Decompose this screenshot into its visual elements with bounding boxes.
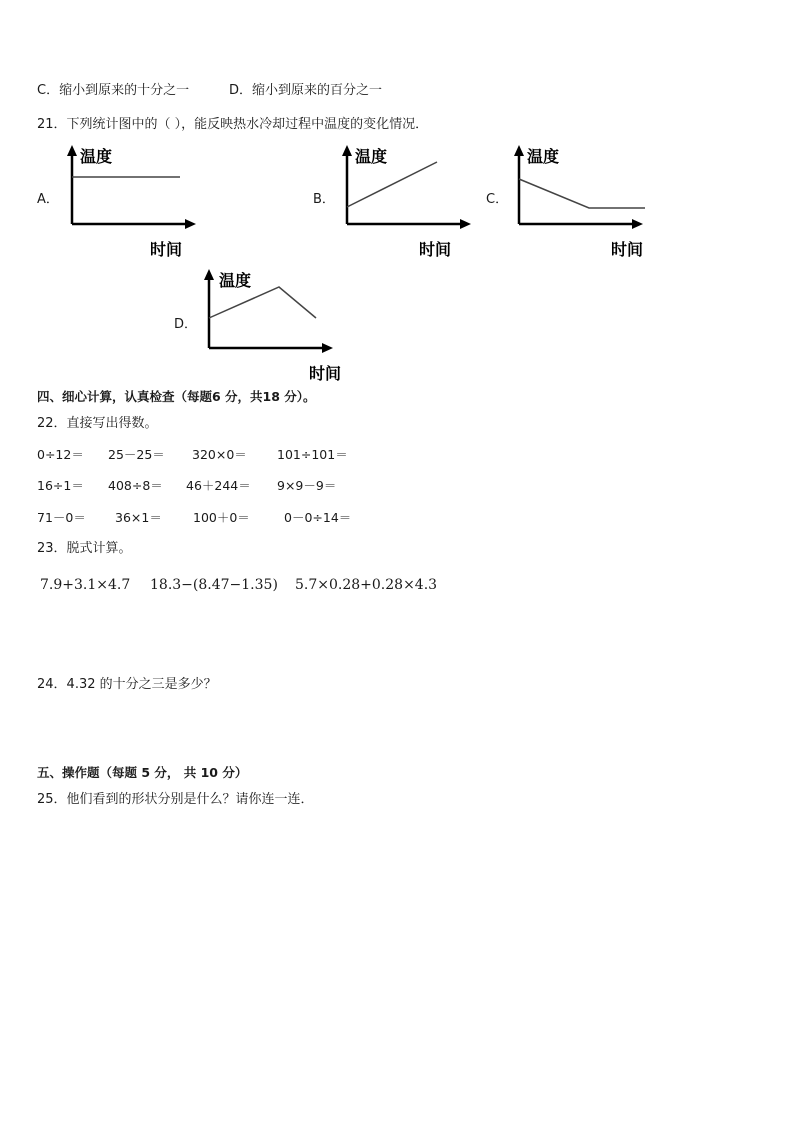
q21-question: 21．下列统计图中的（ ），能反映热水冷却过程中温度的变化情况．: [37, 117, 429, 132]
q22-cell: 46＋244＝: [186, 478, 251, 493]
q22-cell: 71－0＝: [37, 510, 86, 525]
chart-a-xlabel: 时间: [150, 240, 183, 259]
q22-cell: 408÷8＝: [108, 478, 163, 493]
q22-cell: 0÷12＝: [37, 447, 84, 462]
chart-d-line: [209, 287, 316, 318]
q22-cell: 101÷101＝: [277, 447, 348, 462]
q22-cell: 0－0÷14＝: [284, 510, 352, 525]
chart-d-xlabel: 时间: [309, 364, 342, 383]
chart-c-xlabel: 时间: [611, 240, 644, 259]
q22-cell: 100＋0＝: [193, 510, 250, 525]
q25-question: 25．他们看到的形状分别是什么？请你连一连．: [37, 792, 314, 807]
q23-expression: 18.3−(8.47−1.35): [150, 577, 278, 593]
section5-heading: 五、操作题（每题 5 分， 共 10 分）: [37, 765, 248, 780]
q22-cell: 36×1＝: [115, 510, 162, 525]
q22-cell: 320×0＝: [192, 447, 247, 462]
section4-heading: 四、细心计算，认真检查（每题6 分，共18 分）。: [37, 389, 316, 404]
chart-d: [197, 266, 347, 386]
chart-d-label: D．: [174, 317, 198, 332]
chart-d-ylabel: 温度: [219, 271, 252, 290]
chart-c-label: C．: [486, 192, 509, 207]
q24-question: 24．4.32 的十分之三是多少？: [37, 677, 217, 692]
q22-cell: 16÷1＝: [37, 478, 84, 493]
q22-cell: 9×9－9＝: [277, 478, 337, 493]
chart-c-ylabel: 温度: [527, 147, 560, 166]
q23-question: 23．脱式计算。: [37, 541, 132, 556]
q20-option-d: D．缩小到原来的百分之一: [229, 83, 383, 98]
q22-question: 22．直接写出得数。: [37, 416, 158, 431]
chart-b-ylabel: 温度: [355, 147, 388, 166]
chart-a-ylabel: 温度: [80, 147, 113, 166]
chart-a-label: A．: [37, 192, 59, 207]
chart-b-line: [347, 162, 437, 207]
q23-expression: 5.7×0.28+0.28×4.3: [295, 577, 438, 593]
q20-option-c: C．缩小到原来的十分之一: [37, 83, 190, 98]
q22-cell: 25－25＝: [108, 447, 165, 462]
chart-c-line: [519, 179, 645, 208]
chart-b-label: B．: [313, 192, 335, 207]
chart-a: [60, 142, 200, 262]
chart-b-xlabel: 时间: [419, 240, 452, 259]
chart-b: [335, 142, 475, 262]
chart-c: [507, 142, 657, 262]
q23-expression: 7.9+3.1×4.7: [40, 577, 131, 593]
